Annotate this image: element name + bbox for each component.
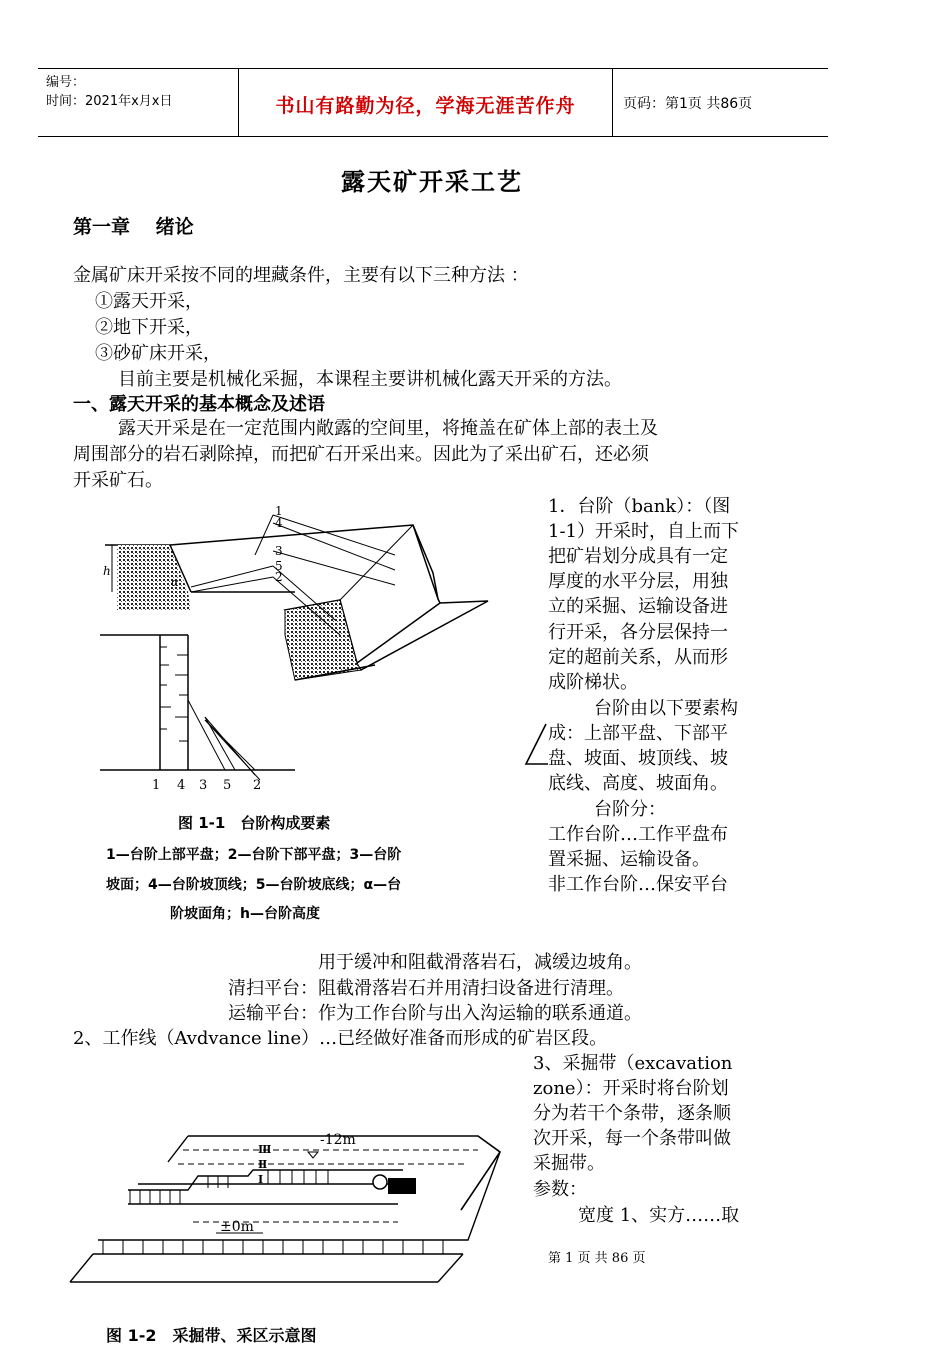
section-heading: 一、露天开采的基本概念及述语	[73, 394, 325, 415]
list-item: ③砂矿床开采，	[95, 343, 221, 364]
bank-line: 1-1）开采时，自上而下	[548, 521, 739, 542]
paragraph-line: 开采矿石。	[73, 470, 163, 491]
figure1-legend: 阶坡面角；h—台阶高度	[170, 906, 320, 922]
figure-label: 5	[223, 778, 232, 793]
figure-roman: Ⅰ	[258, 1173, 264, 1186]
svg-text:1: 1	[275, 504, 283, 518]
bank-work-line: 置采掘、运输设备。	[548, 849, 710, 870]
figure-label: 3	[199, 778, 208, 793]
bank-elements-line: 盘、坡面、坡顶线、坡	[548, 748, 728, 769]
page-title: 露天矿开采工艺	[341, 167, 523, 196]
bank-line: 立的采掘、运输设备进	[548, 596, 728, 617]
platform-line: 清扫平台：阻截滑落岩石并用清扫设备进行清理。	[228, 978, 624, 999]
figure1-legend: 1—台阶上部平盘；2—台阶下部平盘；3—台阶	[106, 847, 402, 863]
chapter-heading: 第一章 绪论	[73, 216, 194, 238]
bank-line: 定的超前关系，从而形	[548, 647, 728, 668]
figure2-caption: 图 1-2 采掘带、采区示意图	[106, 1326, 317, 1345]
bank-line: 把矿岩划分成具有一定	[548, 546, 728, 567]
intro-line: 目前主要是机械化采掘，本课程主要讲机械化露天开采的方法。	[118, 369, 622, 390]
excavation-line: 3、采掘带（excavation	[533, 1053, 733, 1074]
page-footer: 第 1 页 共 86 页	[548, 1251, 646, 1266]
figure-label: 1	[152, 778, 161, 793]
platform-line: 运输平台：作为工作台阶与出入沟运输的联系通道。	[228, 1003, 642, 1024]
bank-line: 行开采，各分层保持一	[548, 622, 728, 643]
bank-class-label: 台阶分：	[594, 799, 666, 820]
paragraph-line: 露天开采是在一定范围内敞露的空间里，将掩盖在矿体上部的表土及	[118, 418, 658, 439]
figure-alpha-label: α	[171, 576, 179, 589]
header-meta	[46, 73, 172, 111]
figure-label: 4	[177, 778, 186, 793]
excavation-line: zone）：开采时将台阶划	[533, 1078, 729, 1099]
page-header	[38, 68, 828, 137]
bank-line: 厚度的水平分层，用独	[548, 571, 728, 592]
excavation-line: 采掘带。	[533, 1153, 605, 1174]
bank-line: 1．台阶（bank）：（图	[548, 496, 731, 517]
bank-elements-line: 成：上部平盘、下部平	[548, 723, 728, 744]
figure-roman: Ⅲ	[258, 1143, 272, 1156]
bank-line: 成阶梯状。	[548, 672, 638, 693]
excavation-width: 宽度 1、实方……取	[578, 1205, 740, 1226]
list-item: ①露天开采，	[95, 291, 203, 312]
figure-h-label: h	[103, 564, 111, 578]
figure-roman: Ⅱ	[258, 1158, 268, 1171]
header-page-label: 页码：第1页 共86页	[623, 96, 753, 112]
workline-line: 2、工作线（Avdvance line）…已经做好准备而形成的矿岩区段。	[73, 1028, 608, 1049]
excavation-line: 次开采，每一个条带叫做	[533, 1128, 731, 1149]
bank-elements-line: 底线、高度、坡面角。	[548, 773, 728, 794]
platform-line: 用于缓冲和阻截滑落岩石，减缓边坡角。	[318, 952, 642, 973]
svg-text:4: 4	[275, 516, 283, 530]
time-label: 时间：2021年x月x日	[46, 94, 173, 109]
list-item: ②地下开采，	[95, 317, 203, 338]
svg-text:3: 3	[275, 544, 283, 558]
svg-text:2: 2	[275, 570, 283, 584]
figure-bank-elements	[95, 495, 515, 795]
svg-text:5: 5	[275, 559, 283, 573]
header-divider	[612, 69, 613, 136]
figure-excavation-zones	[68, 1122, 508, 1297]
angle-mark-icon	[522, 720, 552, 770]
bank-work-line: 工作台阶…工作平盘布	[548, 824, 728, 845]
figure1-caption: 图 1-1 台阶构成要素	[178, 814, 331, 832]
figure1-legend: 坡面；4—台阶坡顶线；5—台阶坡底线；α—台	[106, 877, 402, 893]
excavation-line: 分为若干个条带，逐条顺	[533, 1103, 731, 1124]
excavation-params: 参数：	[533, 1179, 587, 1200]
header-motto: 书山有路勤为径，学海无涯苦作舟	[275, 95, 576, 117]
bank-nonwork-line: 非工作台阶…保安平台	[548, 874, 728, 895]
bank-elements-line: 台阶由以下要素构	[594, 698, 738, 719]
figure-elevation-zero: ±0m	[220, 1219, 254, 1235]
figure-label: 2	[253, 778, 262, 793]
intro-line: 金属矿床开采按不同的埋藏条件，主要有以下三种方法 ：	[73, 265, 529, 286]
paragraph-line: 周围部分的岩石剥除掉，而把矿石开采出来。因此为了采出矿石，还必须	[73, 444, 649, 465]
number-label: 编号：	[46, 75, 86, 90]
figure-elevation-top: -12m	[320, 1132, 356, 1148]
